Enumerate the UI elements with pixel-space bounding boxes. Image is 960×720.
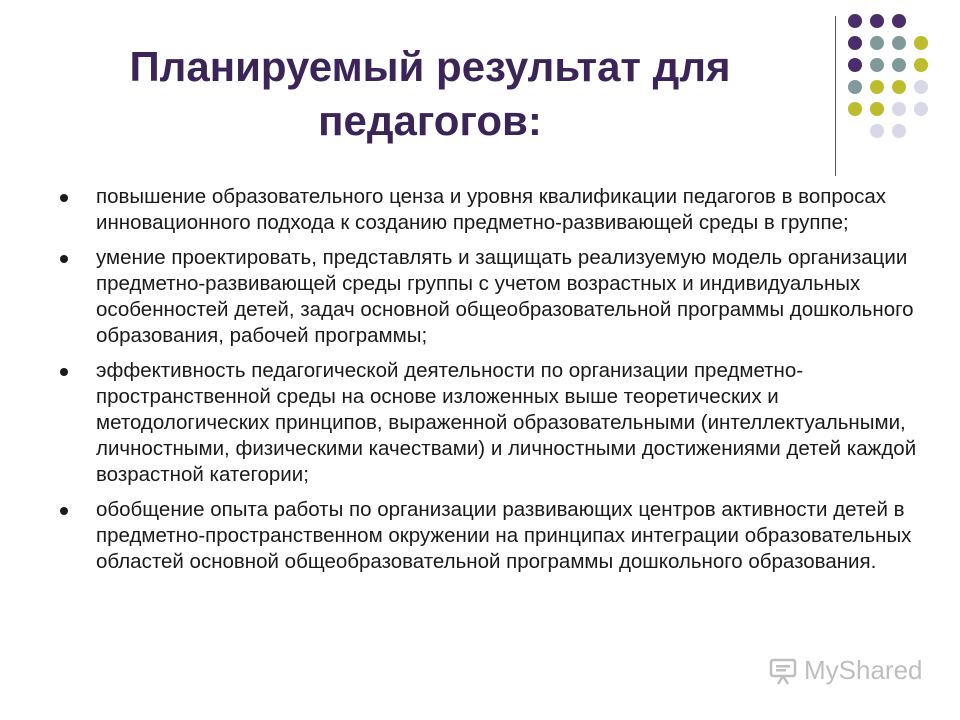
bullet-text: эффективность педагогической деятельности по организации предметно-пространственной среды на основе изложенных выше теоретических и методологических принципов, выраженной образовательными (интеллектуальными, личностными, физическими качествами) и личностными достижениями детей каждой возрастной категории; [96,359,917,486]
watermark-text: MyShared [804,655,923,685]
decorative-dot [870,124,884,138]
decorative-dot [914,36,928,50]
bullet-dot-icon [60,507,68,515]
title-line-1: Планируемый результат для [129,43,731,90]
bullet-text: обобщение опыта работы по организации развивающих центров активности детей в предметно-пространственном окружении на принципах интеграции образовательных областей основной общеобразовательной программы дошкольного образования. [96,498,912,573]
decorative-dot [848,58,862,72]
decorative-dot [870,14,884,28]
decorative-dot [870,80,884,94]
presentation-icon [768,656,798,686]
mysharded-watermark [768,655,923,686]
decorative-dot [892,80,906,94]
decorative-dot [914,102,928,116]
bullet-dot-icon [60,368,68,376]
bullet-item-2 [60,245,930,349]
bullet-text: повышение образовательного ценза и уровня квалификации педагогов в вопросах инновационного подхода к созданию предметно-развивающей среды в группе; [96,185,887,234]
bullet-item-3 [60,358,930,488]
decorative-dot [870,36,884,50]
decorative-dot [848,80,862,94]
decorative-dot-grid [848,14,948,154]
decorative-dot [870,102,884,116]
bullet-text: умение проектировать, представлять и защищать реализуемую модель организации предметно-развивающей среды группы с учетом возрастных и индивидуальных особенностей детей, задач основной общеобразовательной программы дошкольного образования, рабочей программы; [96,246,914,347]
decorative-dot [892,36,906,50]
decorative-dot [870,58,884,72]
slide-title [60,40,800,148]
decorative-dot [848,14,862,28]
decorative-dot [892,102,906,116]
bullet-list [60,184,930,584]
bullet-dot-icon [60,194,68,202]
vertical-divider [835,16,836,176]
decorative-dot [914,80,928,94]
title-line-2: педагогов: [318,97,542,144]
bullet-dot-icon [60,255,68,263]
bullet-item-1 [60,184,930,236]
decorative-dot [892,124,906,138]
decorative-dot [914,58,928,72]
decorative-dot [892,58,906,72]
bullet-item-4 [60,497,930,575]
decorative-dot [848,102,862,116]
decorative-dot [848,36,862,50]
decorative-dot [892,14,906,28]
